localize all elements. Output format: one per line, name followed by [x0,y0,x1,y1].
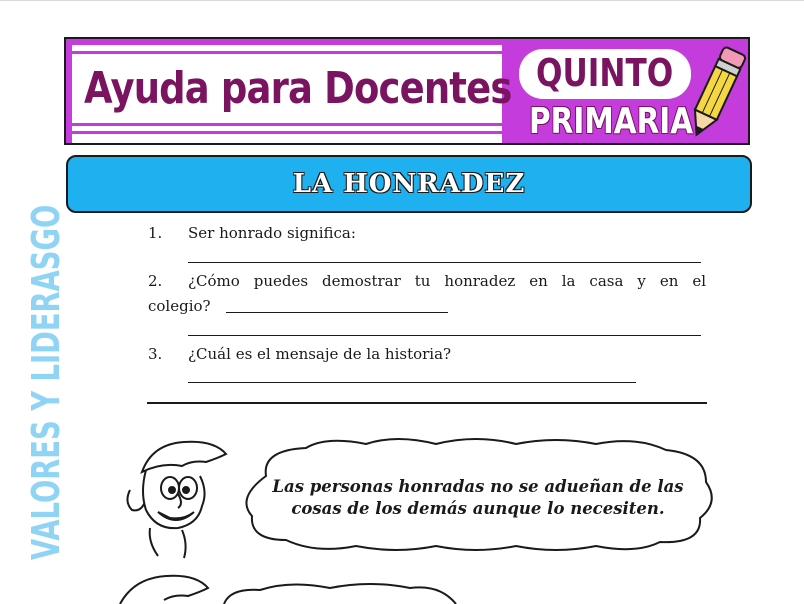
banner-stripe [72,131,502,134]
page-top-border [0,0,804,1]
pencil-icon [684,41,748,145]
answer-line[interactable] [226,312,448,313]
moral-message [258,476,698,520]
grade-label: QUINTO [536,51,674,95]
site-title: Ayuda para Docentes [84,63,512,114]
answer-line[interactable] [188,382,636,383]
question-number: 1. [148,224,163,242]
question-text: ¿Cuál es el mensaje de la historia? [188,345,452,363]
question-text-continued: colegio? [148,297,211,315]
question-text: ¿Cómo puedes demostrar tu honradez en la casa y en el [188,272,706,290]
answer-line[interactable] [188,262,701,263]
side-subject-label [24,204,68,560]
section-divider [147,402,707,404]
banner-stripe [72,123,502,126]
level-label: PRIMARIA [529,101,694,142]
answer-line[interactable] [188,335,701,336]
moral-message-line: cosas de los demás aunque lo necesiten. [291,499,665,518]
question-text: Ser honrado significa: [188,224,356,242]
banner-stripe [72,51,502,54]
moral-message-line: Las personas honradas no se adueñan de las [272,477,684,496]
topic-bar [66,155,752,213]
side-subject-text: VALORES Y LIDERASGO [24,204,68,560]
boy-cartoon-icon [122,432,232,562]
question-number: 3. [148,345,163,363]
boy-cartoon-icon [108,570,218,604]
header-banner [64,37,750,145]
thought-cloud-icon [220,580,460,604]
question-number: 2. [148,272,163,290]
topic-title: LA HONRADEZ [292,169,526,199]
